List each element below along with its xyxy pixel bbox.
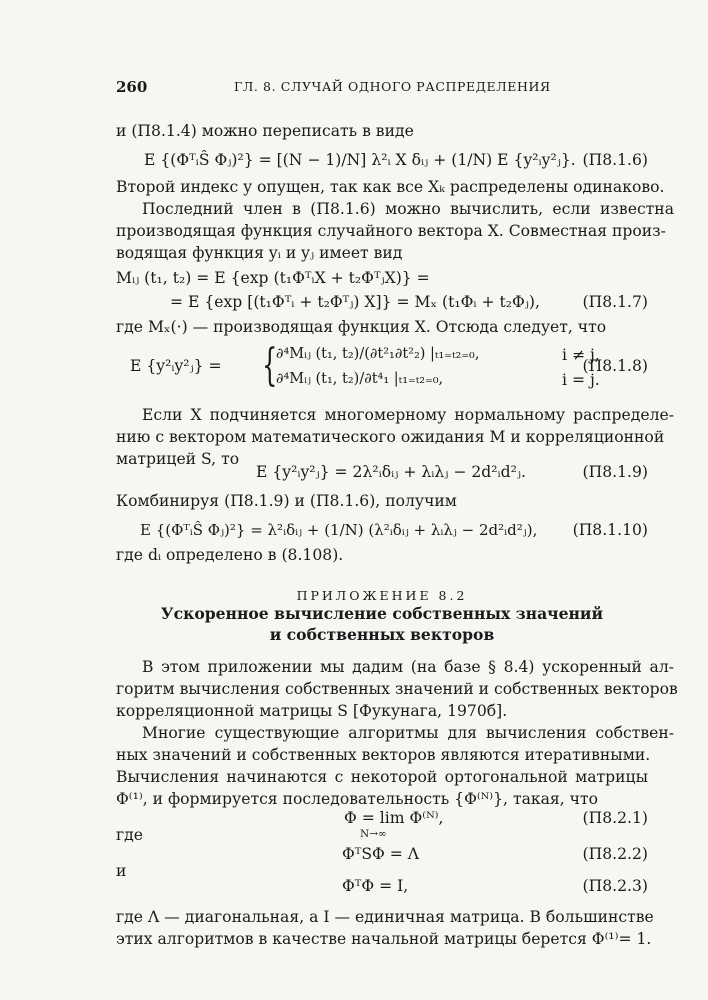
equation-number: (П8.1.6) [582,151,648,169]
text-line: ных значений и собственных векторов являются итеративными. [116,746,651,764]
text-line: Φ⁽¹⁾, и формируется последовательность {Φ⁽ᴺ⁾}, такая, что [116,790,598,808]
left-brace: { [262,340,278,391]
equation-p8-1-10 [116,518,648,542]
text-line: где dᵢ определено в (8.108). [116,546,344,564]
text-line: производящая функция случайного вектора X. Совместная произ- [116,222,666,240]
case-1-condition: i ≠ j, [562,346,600,364]
running-title: ГЛ. 8. СЛУЧАЙ ОДНОГО РАСПРЕДЕЛЕНИЯ [234,79,551,94]
text-line: водящая функция yᵢ и yⱼ имеет вид [116,244,403,262]
text-line: Последний член в (П8.1.6) можно вычислить, если известна [142,200,674,218]
equation-number: (П8.1.10) [572,521,648,539]
appendix-label: ПРИЛОЖЕНИЕ 8.2 [296,588,468,603]
equation-p8-1-8 [116,340,648,396]
equation-body: Mᵢⱼ (t₁, t₂) = E {exp (t₁ΦᵀᵢX + t₂ΦᵀⱼX)} = [116,269,430,287]
text-line: корреляционной матрицы S [Фукунага, 1970б]. [116,702,508,720]
text-line: где Mₓ(·) — производящая функция X. Отсюда следует, что [116,318,607,336]
equation-number: (П8.2.2) [582,845,648,863]
text-line: и [116,862,127,880]
limit-subscript: N→∞ [360,828,387,840]
text-line: Второй индекс y опущен, так как все Xₖ распределены одинаково. [116,178,665,196]
text-line: В этом приложении мы дадим (на базе § 8.4) ускоренный ал- [142,658,674,676]
case-2-condition: i = j. [562,371,600,389]
appendix-title-line-1: Ускоренное вычисление собственных значений [160,604,604,623]
running-header [116,78,650,98]
equation-p8-2-3 [116,874,648,898]
text-line: и (П8.1.4) можно переписать в виде [116,122,414,140]
text-line: матрицей S, то [116,450,240,468]
text-line: Многие существующие алгоритмы для вычисления собствен- [142,724,674,742]
equation-body: Φ = lim Φ⁽ᴺ⁾, [344,809,444,827]
equation-body: E {(ΦᵀᵢŜ Φⱼ)²} = λ²ᵢδᵢⱼ + (1/N) (λ²ᵢδᵢⱼ + λᵢλⱼ − 2d²ᵢd²ⱼ), [140,521,538,539]
equation-lhs: E {y²ᵢy²ⱼ} = [130,357,222,375]
equation-number: (П8.1.9) [582,463,648,481]
text-line: этих алгоритмов в качестве начальной матрицы берется Φ⁽¹⁾= 1. [116,930,652,948]
equation-p8-1-9 [116,460,648,484]
equation-body: E {y²ᵢy²ⱼ} = 2λ²ᵢδᵢⱼ + λᵢλⱼ − 2d²ᵢd²ⱼ. [256,463,526,481]
equation-p8-1-6 [116,148,648,172]
equation-number: (П8.2.3) [582,877,648,895]
equation-body: E {(ΦᵀᵢŜ Φⱼ)²} = [(N − 1)/N] λ²ᵢ X δᵢⱼ + (1/N) E {y²ᵢy²ⱼ}. [144,151,576,169]
equation-number: (П8.2.1) [582,809,648,827]
text-line: горитм вычисления собственных значений и собственных векторов [116,680,678,698]
text-line: Комбинируя (П8.1.9) и (П8.1.6), получим [116,492,457,510]
case-2: ∂⁴Mᵢⱼ (t₁, t₂)/∂t⁴₁ |ₜ₁₌ₜ₂₌₀, [276,371,444,387]
text-line: Вычисления начинаются с некоторой ортогональной матрицы [116,768,648,786]
equation-body: = E {exp [(t₁Φᵀᵢ + t₂Φᵀⱼ) X]} = Mₓ (t₁Φᵢ + t₂Φⱼ), [170,293,540,311]
equation-p8-1-7-line1 [116,266,648,290]
equation-body: ΦᵀSΦ = Λ [342,845,420,863]
page-number: 260 [116,78,148,96]
equation-p8-1-7-line2 [116,290,648,314]
equation-body: ΦᵀΦ = I, [342,877,409,895]
equation-number: (П8.1.8) [582,357,648,375]
text-line: где [116,826,143,844]
text-line: Если X подчиняется многомерному нормальному распределе- [142,406,674,424]
appendix-title-line-2: и собственных векторов [269,625,495,644]
text-line: нию с вектором математического ожидания M и корреляционной [116,428,665,446]
case-1: ∂⁴Mᵢⱼ (t₁, t₂)/(∂t²₁∂t²₂) |ₜ₁₌ₜ₂₌₀, [276,346,480,362]
equation-number: (П8.1.7) [582,293,648,311]
text-line: где Λ — диагональная, а I — единичная матрица. В большинстве [116,908,654,926]
